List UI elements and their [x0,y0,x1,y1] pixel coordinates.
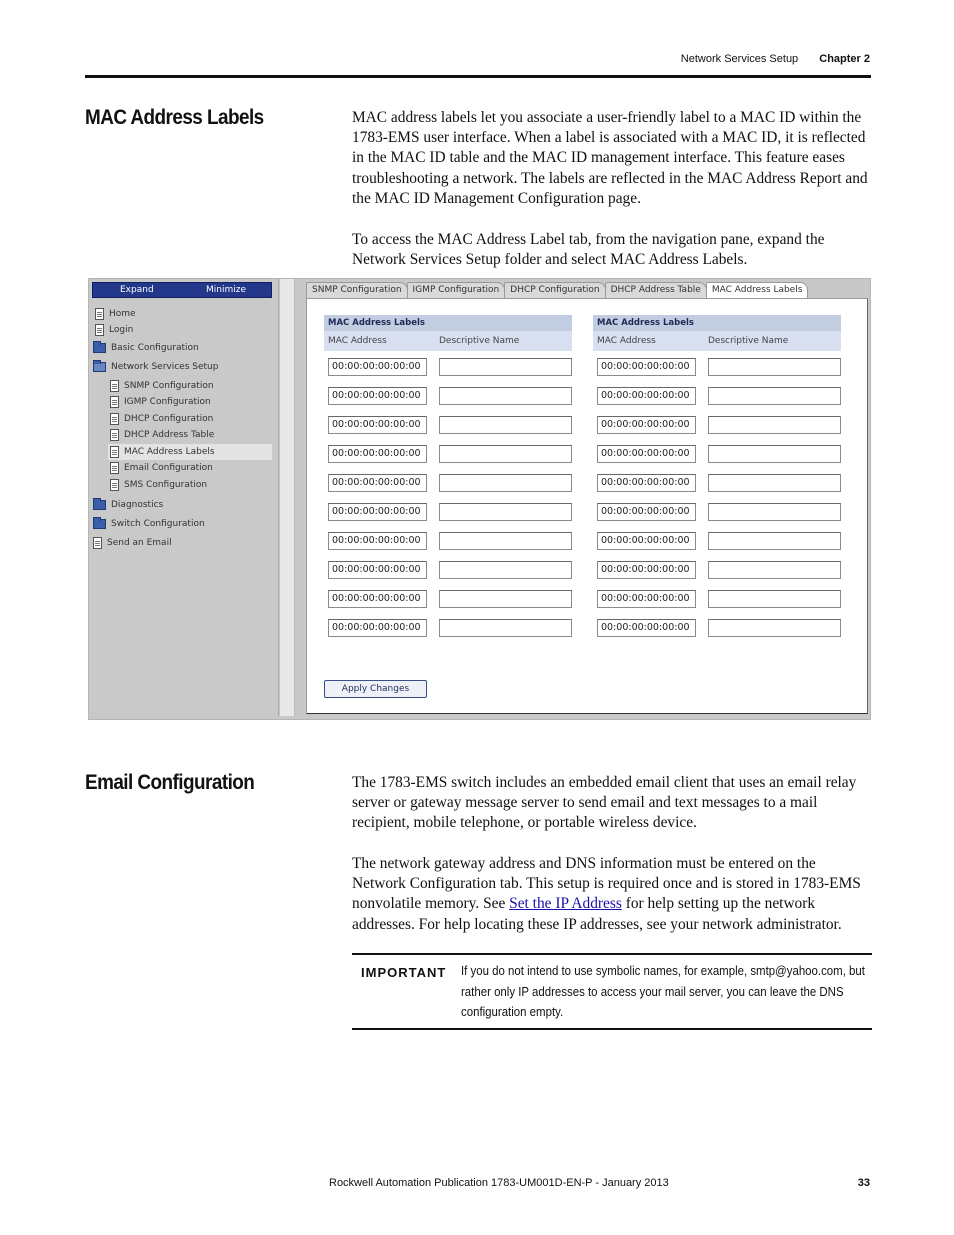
mac-address-input[interactable]: 00:00:00:00:00:00 [328,619,427,637]
descriptive-name-input[interactable] [439,532,572,550]
nav-item-label: SMS Configuration [124,480,208,490]
nav-item-dhcp-configuration[interactable] [110,411,213,427]
mac-address-input[interactable]: 00:00:00:00:00:00 [328,590,427,608]
tab-strip [306,282,807,299]
nav-item-igmp-configuration[interactable] [110,394,211,410]
mac-address-input[interactable]: 00:00:00:00:00:00 [328,416,427,434]
nav-item-label: Email Configuration [124,463,213,473]
para-text: The network gateway address and DNS information must be entered on the Network Configuration tab. This setup is required once and is stored in 1783-EMS nonvolatile memory. See [352,855,861,913]
column-descriptive-name: Descriptive Name [439,336,520,346]
tab-snmp-configuration[interactable]: SNMP Configuration [306,282,408,299]
footer-publication: Rockwell Automation Publication 1783-UM001D-EN-P - January 2013 [329,1177,669,1189]
pane-divider[interactable] [280,279,295,716]
nav-item-label: Home [109,309,136,319]
mac-address-input[interactable]: 00:00:00:00:00:00 [597,387,696,405]
mac-address-input[interactable]: 00:00:00:00:00:00 [597,416,696,434]
table-column-headers [324,331,572,351]
page-icon [110,429,119,441]
mac-address-input[interactable]: 00:00:00:00:00:00 [597,358,696,376]
descriptive-name-input[interactable] [439,561,572,579]
nav-toolbar [92,282,272,298]
descriptive-name-input[interactable] [439,590,572,608]
navigation-pane [89,279,279,716]
descriptive-name-input[interactable] [708,590,841,608]
nav-item-label: DHCP Configuration [124,414,214,424]
descriptive-name-input[interactable] [439,358,572,376]
running-header [681,53,870,65]
tab-dhcp-configuration[interactable]: DHCP Configuration [504,282,605,299]
descriptive-name-input[interactable] [708,416,841,434]
descriptive-name-input[interactable] [708,445,841,463]
mac-address-input[interactable]: 00:00:00:00:00:00 [597,619,696,637]
descriptive-name-input[interactable] [708,474,841,492]
descriptive-name-input[interactable] [439,474,572,492]
header-rule [85,75,871,78]
header-chapter: Chapter 2 [819,53,870,65]
nav-item-switch-configuration[interactable] [93,516,205,532]
column-mac-address: MAC Address [328,336,387,346]
descriptive-name-input[interactable] [708,619,841,637]
page-icon [95,324,104,336]
nav-item-network-services-setup[interactable] [93,359,218,375]
descriptive-name-input[interactable] [439,416,572,434]
important-label: IMPORTANT [361,965,447,980]
nav-item-diagnostics[interactable] [93,497,163,513]
page-icon [110,396,119,408]
mac-address-input[interactable]: 00:00:00:00:00:00 [328,445,427,463]
minimize-button[interactable]: Minimize [206,285,246,295]
nav-item-label: SNMP Configuration [124,381,214,391]
descriptive-name-input[interactable] [439,619,572,637]
descriptive-name-input[interactable] [708,561,841,579]
mac-labels-para-1: MAC address labels let you associate a user-friendly label to a MAC ID within the 1783-EMS user interface. When a label is associated with a MAC ID, it is reflected in the MAC ID table and the MAC ID management interface. This feature eases troubleshooting a network. The labels are reflected in the MAC Address Report and the MAC ID Management Configuration page. [352,109,868,207]
descriptive-name-input[interactable] [439,503,572,521]
mac-labels-heading: MAC Address Labels [85,106,264,129]
page-icon [110,479,119,491]
nav-item-dhcp-address-table[interactable] [110,427,214,443]
tab-mac-address-labels[interactable]: MAC Address Labels [706,282,809,300]
mac-address-input[interactable]: 00:00:00:00:00:00 [597,445,696,463]
mac-address-input[interactable]: 00:00:00:00:00:00 [597,590,696,608]
nav-item-label: Switch Configuration [111,519,205,529]
tab-igmp-configuration[interactable]: IGMP Configuration [407,282,506,299]
mac-address-input[interactable]: 00:00:00:00:00:00 [328,358,427,376]
important-note [352,953,872,1030]
folder-open-icon [93,362,106,372]
mac-table-right [593,315,841,351]
mac-address-input[interactable]: 00:00:00:00:00:00 [328,474,427,492]
table-title: MAC Address Labels [593,315,841,331]
email-config-heading: Email Configuration [85,771,255,794]
nav-item-email-configuration[interactable] [110,460,213,476]
nav-item-send-an-email[interactable] [93,535,172,551]
nav-item-login[interactable] [95,322,133,338]
descriptive-name-input[interactable] [439,445,572,463]
page-icon [110,446,119,458]
nav-item-home[interactable] [95,306,136,322]
page-number: 33 [857,1177,870,1189]
folder-icon [93,500,106,510]
nav-item-label: DHCP Address Table [124,430,215,440]
email-config-para-1: The 1783-EMS switch includes an embedded email client that uses an email relay server or gateway message server to send email and text messages to a mail recipient, mobile telephone, or portable wireless device. [352,774,857,832]
nav-item-mac-address-labels[interactable] [108,444,272,460]
table-column-headers [593,331,841,351]
folder-icon [93,343,106,353]
page-icon [95,308,104,320]
nav-item-label: Network Services Setup [111,362,219,372]
descriptive-name-input[interactable] [708,503,841,521]
table-title: MAC Address Labels [324,315,572,331]
mac-address-input[interactable]: 00:00:00:00:00:00 [597,503,696,521]
nav-item-label: MAC Address Labels [124,447,215,457]
mac-address-input[interactable]: 00:00:00:00:00:00 [597,561,696,579]
nav-item-basic-configuration[interactable] [93,340,199,356]
mac-address-input[interactable]: 00:00:00:00:00:00 [328,387,427,405]
nav-item-label: Basic Configuration [111,343,199,353]
apply-changes-button[interactable]: Apply Changes [324,680,427,698]
important-text: If you do not intend to use symbolic names, for example, smtp@yahoo.com, but rather only IP addresses to access your mail server, you can leave the DNS configuration empty. [461,963,865,1019]
mac-address-input[interactable]: 00:00:00:00:00:00 [328,503,427,521]
email-config-para-2 [352,854,872,935]
mac-address-input[interactable]: 00:00:00:00:00:00 [597,532,696,550]
folder-icon [93,519,106,529]
column-mac-address: MAC Address [597,336,656,346]
nav-item-label: Send an Email [107,538,172,548]
nav-item-snmp-configuration[interactable] [110,378,214,394]
descriptive-name-input[interactable] [439,387,572,405]
nav-item-label: Diagnostics [111,500,164,510]
set-ip-address-link[interactable]: Set the IP Address [509,895,622,913]
tab-dhcp-address-table[interactable]: DHCP Address Table [605,282,707,299]
mac-table-left [324,315,572,351]
expand-button[interactable]: Expand [120,285,154,295]
mac-labels-para-2: To access the MAC Address Label tab, from the navigation pane, expand the Network Services Setup folder and select MAC Address Labels. [352,231,825,269]
header-section-name: Network Services Setup [680,53,799,65]
mac-address-input[interactable]: 00:00:00:00:00:00 [597,474,696,492]
nav-item-sms-configuration[interactable] [110,477,207,493]
page-icon [93,537,102,549]
nav-item-label: Login [109,325,134,335]
descriptive-name-input[interactable] [708,387,841,405]
descriptive-name-input[interactable] [708,532,841,550]
mac-address-input[interactable]: 00:00:00:00:00:00 [328,561,427,579]
para-text: for help setting up the network addresses. For help locating these IP addresses, see your network administrator. [352,895,842,933]
page-icon [110,462,119,474]
page-icon [110,413,119,425]
descriptive-name-input[interactable] [708,358,841,376]
page-icon [110,380,119,392]
nav-item-label: IGMP Configuration [124,397,211,407]
mac-labels-screenshot [88,278,871,720]
tab-content [306,298,868,714]
mac-address-input[interactable]: 00:00:00:00:00:00 [328,532,427,550]
column-descriptive-name: Descriptive Name [708,336,789,346]
